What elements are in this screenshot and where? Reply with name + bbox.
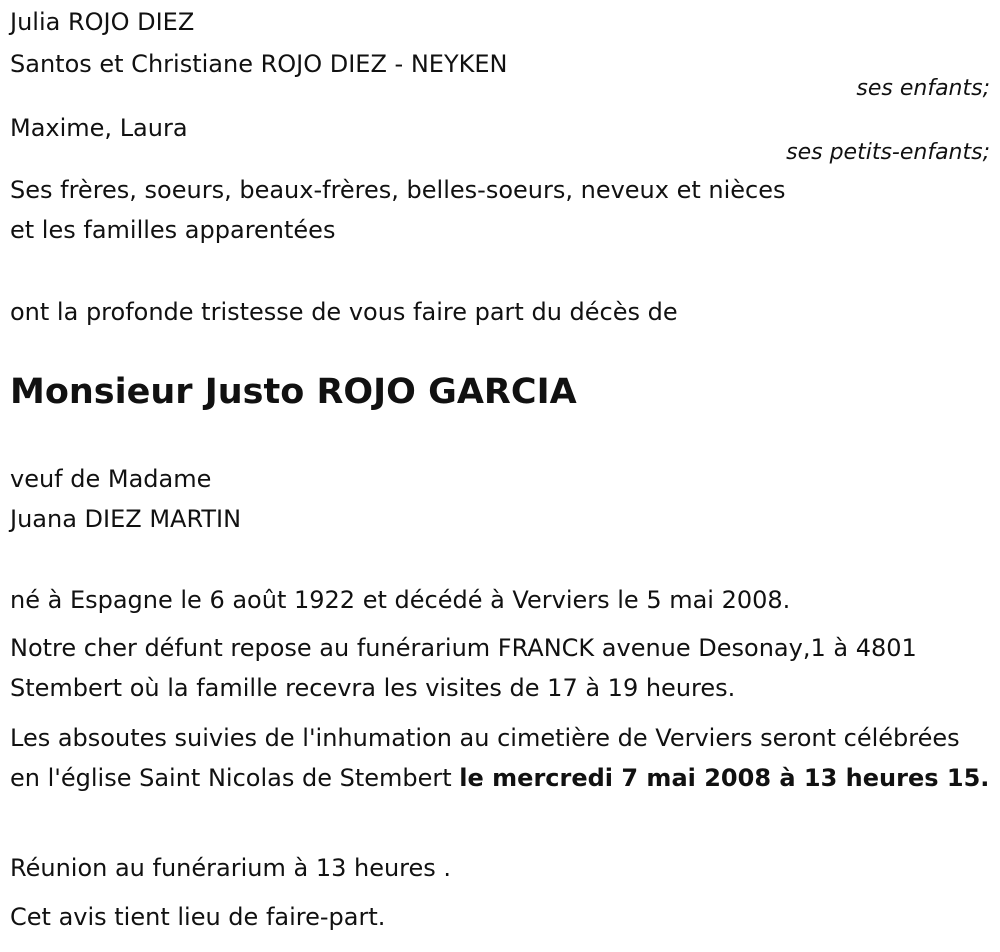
- relatives-line-2: et les familles apparentées: [10, 216, 336, 244]
- closing: Cet avis tient lieu de faire-part.: [10, 903, 386, 931]
- widow-line-2: Juana DIEZ MARTIN: [10, 505, 242, 533]
- deceased-name: Monsieur Justo ROJO GARCIA: [10, 372, 577, 412]
- relatives-line-1: Ses frères, soeurs, beaux-frères, belles-soeurs, neveux et nièces: [10, 176, 786, 204]
- family-child-1: Julia ROJO DIEZ: [10, 8, 195, 36]
- grandchildren-label: ses petits-enfants;: [786, 140, 990, 165]
- ceremony-text: Les absoutes suivies de l'inhumation au cimetière de Verviers seront célébrées en l'église Saint Nicolas de Stembert: [10, 724, 960, 792]
- meeting: Réunion au funérarium à 13 heures .: [10, 854, 452, 882]
- children-label: ses enfants;: [856, 76, 990, 101]
- announcement: ont la profonde tristesse de vous faire part du décès de: [10, 298, 678, 326]
- resting-place: Notre cher défunt repose au funérarium FRANCK avenue Desonay,1 à 4801 Stembert où la famille recevra les visites de 17 à 19 heures.: [10, 634, 917, 702]
- ceremony-date: le mercredi 7 mai 2008 à 13 heures 15.: [459, 764, 990, 792]
- ceremony: [10, 718, 990, 798]
- widow-line-1: veuf de Madame: [10, 465, 212, 493]
- family-child-2: Santos et Christiane ROJO DIEZ - NEYKEN: [10, 50, 508, 78]
- grandchildren: Maxime, Laura: [10, 114, 188, 142]
- birth-death: né à Espagne le 6 août 1922 et décédé à Verviers le 5 mai 2008.: [10, 586, 791, 614]
